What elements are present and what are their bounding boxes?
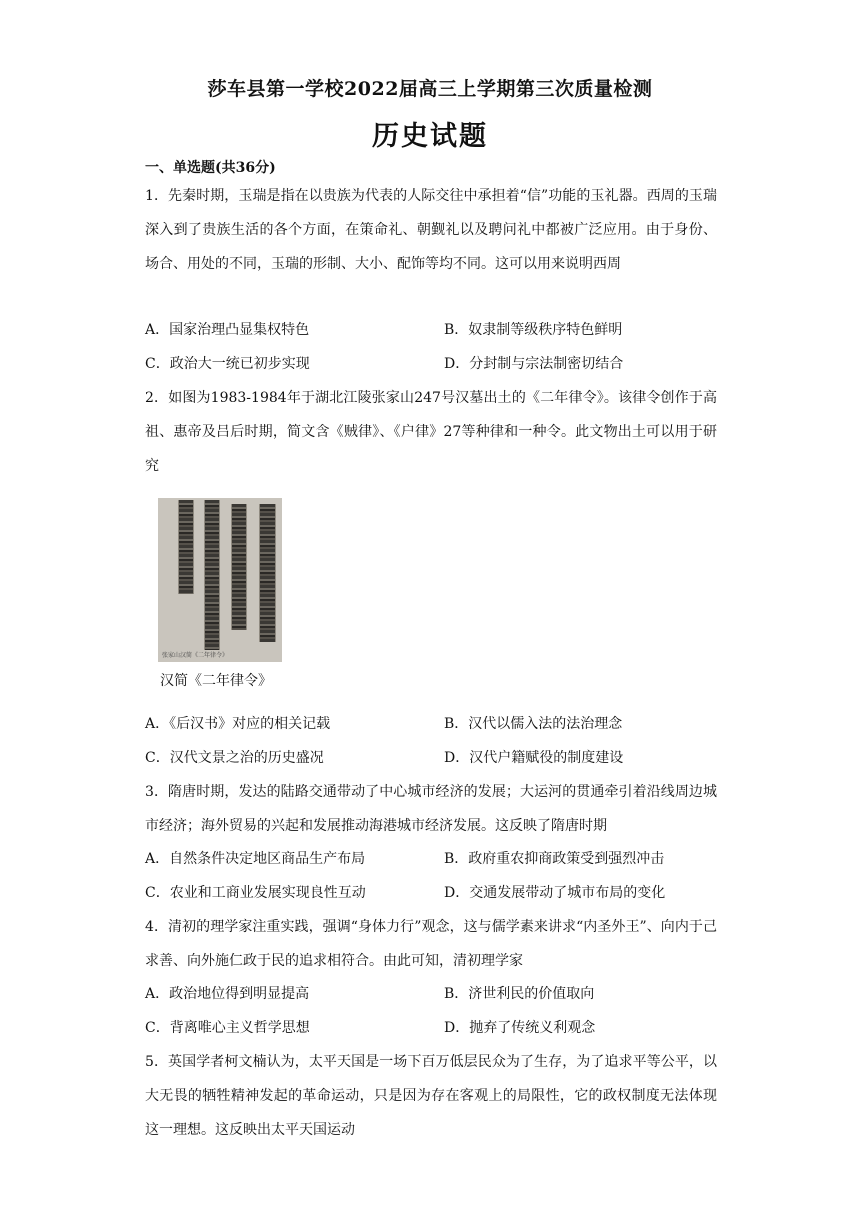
question-3-stem: 3．隋唐时期，发达的陆路交通带动了中心城市经济的发展；大运河的贯通牵引着沿线周边城市经济；海外贸易的兴起和发展推动海港城市经济发展。这反映了隋唐时期	[145, 784, 717, 834]
question-3-option-c[interactable]: C．农业和工商业发展实现良性互动	[145, 885, 366, 901]
question-5-stem: 5．英国学者柯文楠认为，太平天国是一场下百万低层民众为了生存，为了追求平等公平，以大无畏的牺牲精神发起的革命运动，只是因为存在客观上的局限性，它的政权制度无法体现这一理想。这反映出太平天国运动	[145, 1054, 717, 1138]
subject-title: 历史试题	[372, 121, 488, 152]
question-2-option-c[interactable]: C．汉代文景之治的历史盛况	[145, 750, 324, 766]
section-heading: 一、单选题(共36分)	[145, 160, 276, 176]
bamboo-slip	[259, 504, 276, 642]
question-2-option-d[interactable]: D．汉代户籍赋役的制度建设	[444, 750, 624, 766]
question-3-option-b[interactable]: B．政府重农抑商政策受到强烈冲击	[444, 851, 665, 867]
exam-title: 莎车县第一学校2022届高三上学期第三次质量检测	[207, 78, 653, 100]
question-2-option-b[interactable]: B．汉代以儒入法的法治理念	[444, 716, 623, 732]
question-1-stem: 1．先秦时期，玉瑞是指在以贵族为代表的人际交往中承担着“信”功能的玉礼器。西周的玉瑞深入到了贵族生活的各个方面，在策命礼、朝觐礼以及聘问礼中都被广泛应用。由于身份、场合、用处的不同，玉瑞的形制、大小、配饰等均不同。这可以用来说明西周	[145, 188, 717, 272]
question-1-option-a[interactable]: A．国家治理凸显集权特色	[145, 322, 310, 338]
question-4-option-d[interactable]: D．抛弃了传统义利观念	[444, 1020, 596, 1036]
question-4-option-c[interactable]: C．背离唯心主义哲学思想	[145, 1020, 310, 1036]
question-4-option-a[interactable]: A．政治地位得到明显提高	[145, 986, 310, 1002]
bamboo-slip	[231, 504, 247, 630]
bamboo-slip	[178, 500, 194, 594]
question-4-option-b[interactable]: B．济世利民的价值取向	[444, 986, 595, 1002]
figure-small-caption: 张家山汉简《二年律令》	[162, 652, 229, 659]
question-1-option-b[interactable]: B．奴隶制等级秩序特色鲜明	[444, 322, 623, 338]
bamboo-slip	[204, 500, 220, 650]
question-2-option-a[interactable]: A．《后汉书》对应的相关记载	[145, 716, 331, 732]
question-2-stem: 2．如图为1983-1984年于湖北江陵张家山247号汉墓出土的《二年律令》。该律令创作于高祖、惠帝及吕后时期，简文含《贼律》、《户律》27等种律和一种令。此文物出土可以用于研究	[145, 390, 717, 474]
question-1-option-c[interactable]: C．政治大一统已初步实现	[145, 356, 310, 372]
question-1-option-d[interactable]: D．分封制与宗法制密切结合	[444, 356, 624, 372]
figure-caption: 汉简《二年律令》	[160, 673, 272, 689]
bamboo-slips-image	[158, 498, 282, 662]
question-4-stem: 4．清初的理学家注重实践，强调“身体力行”观念，这与儒学素来讲求“内圣外王”、向内于己求善、向外施仁政于民的追求相符合。由此可知，清初理学家	[145, 919, 717, 969]
question-3-option-a[interactable]: A．自然条件决定地区商品生产布局	[145, 851, 366, 867]
question-3-option-d[interactable]: D．交通发展带动了城市布局的变化	[444, 885, 666, 901]
